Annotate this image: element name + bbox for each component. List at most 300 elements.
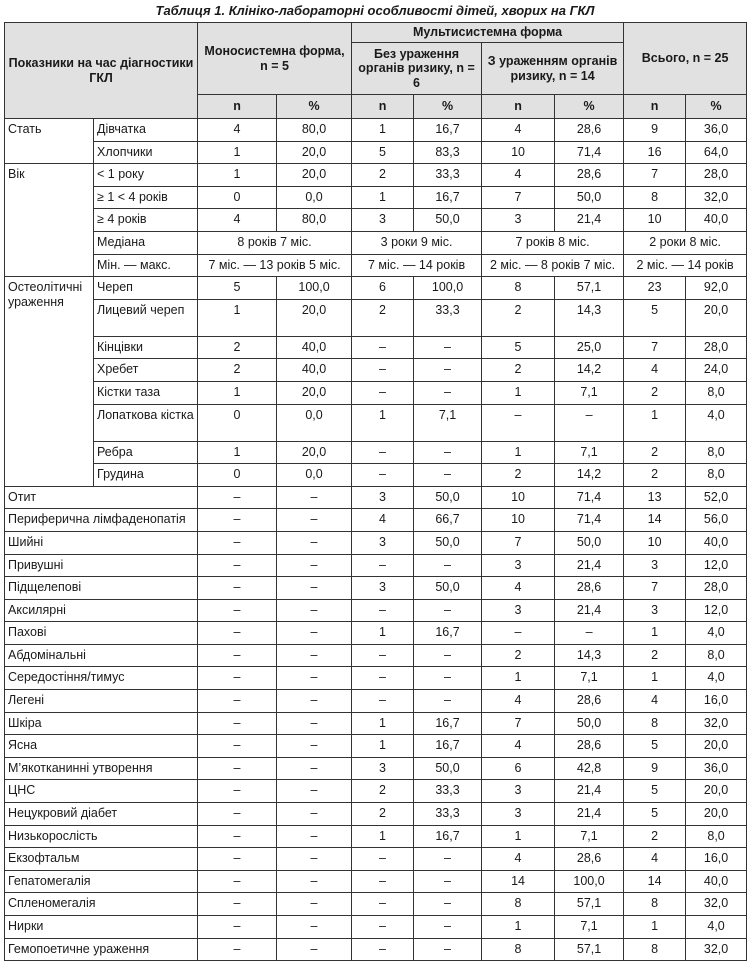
value-cell: – <box>352 690 414 713</box>
value-cell: 64,0 <box>686 141 747 164</box>
value-cell: 7 <box>624 164 686 187</box>
value-cell: 56,0 <box>686 509 747 532</box>
table-row <box>5 712 747 735</box>
value-cell: 20,0 <box>277 164 352 187</box>
row-label: Гепатомегалія <box>5 870 198 893</box>
row-label: Хлопчики <box>94 141 198 164</box>
value-cell: 8 <box>624 893 686 916</box>
row-label: Шкіра <box>5 712 198 735</box>
value-cell: 1 <box>352 825 414 848</box>
row-label: Дівчатка <box>94 119 198 142</box>
value-cell: 3 <box>352 531 414 554</box>
value-cell: 5 <box>198 277 277 300</box>
table-row <box>5 186 747 209</box>
value-cell: – <box>414 599 482 622</box>
value-cell: 0,0 <box>277 464 352 487</box>
value-cell: 3 <box>624 599 686 622</box>
value-cell: 71,4 <box>555 141 624 164</box>
value-cell: 5 <box>482 336 555 359</box>
table-row <box>5 119 747 142</box>
value-cell: 1 <box>352 119 414 142</box>
value-cell: 1 <box>352 622 414 645</box>
value-cell: – <box>277 916 352 939</box>
value-cell: 50,0 <box>414 757 482 780</box>
table-row <box>5 141 747 164</box>
value-cell: 42,8 <box>555 757 624 780</box>
row-label: Пахові <box>5 622 198 645</box>
value-cell: 4 <box>482 577 555 600</box>
value-cell: 71,4 <box>555 486 624 509</box>
value-cell: – <box>352 441 414 464</box>
value-cell: – <box>277 554 352 577</box>
table-row <box>5 164 747 187</box>
value-cell: 1 <box>624 916 686 939</box>
value-cell: 7,1 <box>555 825 624 848</box>
value-cell: 7,1 <box>414 404 482 441</box>
value-cell: 1 <box>352 186 414 209</box>
value-cell: – <box>277 735 352 758</box>
value-cell: 16,7 <box>414 735 482 758</box>
value-cell: – <box>352 381 414 404</box>
value-cell: – <box>352 667 414 690</box>
table-row <box>5 441 747 464</box>
table-row <box>5 464 747 487</box>
value-cell: 50,0 <box>414 486 482 509</box>
value-cell: 8 <box>624 712 686 735</box>
value-cell: – <box>414 336 482 359</box>
value-cell: 14,2 <box>555 359 624 382</box>
value-cell: – <box>414 667 482 690</box>
header-mono: Моносистемна форма, n = 5 <box>198 23 352 95</box>
header-pct: % <box>555 95 624 119</box>
table-row <box>5 254 747 277</box>
row-label: Кінцівки <box>94 336 198 359</box>
value-cell: 16 <box>624 141 686 164</box>
value-cell: 1 <box>198 381 277 404</box>
value-cell: 14,3 <box>555 644 624 667</box>
value-cell: – <box>352 893 414 916</box>
value-cell: – <box>352 848 414 871</box>
header-n: n <box>198 95 277 119</box>
value-cell: – <box>277 757 352 780</box>
value-cell: 2 <box>624 825 686 848</box>
value-cell: 40,0 <box>686 209 747 232</box>
value-cell: 33,3 <box>414 164 482 187</box>
value-cell: 100,0 <box>414 277 482 300</box>
value-cell: 4 <box>624 359 686 382</box>
value-cell: 20,0 <box>686 299 747 336</box>
value-cell: 21,4 <box>555 209 624 232</box>
value-cell: 71,4 <box>555 509 624 532</box>
table-row <box>5 299 747 336</box>
row-label: Нирки <box>5 916 198 939</box>
row-label: Мін. — макс. <box>94 254 198 277</box>
value-cell: 9 <box>624 757 686 780</box>
table-row <box>5 577 747 600</box>
value-cell: 0,0 <box>277 404 352 441</box>
value-cell: – <box>352 870 414 893</box>
value-cell: 2 <box>482 359 555 382</box>
value-cell: 3 <box>624 554 686 577</box>
value-cell: – <box>414 359 482 382</box>
value-cell: 57,1 <box>555 938 624 961</box>
table-row <box>5 780 747 803</box>
row-label: Лопаткова кістка <box>94 404 198 441</box>
value-cell: 8 <box>624 938 686 961</box>
value-cell: 4,0 <box>686 622 747 645</box>
value-cell: – <box>414 938 482 961</box>
value-cell: 57,1 <box>555 277 624 300</box>
value-cell: 14,3 <box>555 299 624 336</box>
value-cell: 8 <box>624 186 686 209</box>
value-cell: – <box>198 825 277 848</box>
row-label: Абдомінальні <box>5 644 198 667</box>
header-pct: % <box>686 95 747 119</box>
value-cell: 3 <box>482 803 555 826</box>
table-row <box>5 486 747 509</box>
value-cell: 7 міс. — 13 років 5 міс. <box>198 254 352 277</box>
row-label: Хребет <box>94 359 198 382</box>
value-cell: 20,0 <box>277 381 352 404</box>
value-cell: – <box>414 690 482 713</box>
value-cell: 21,4 <box>555 803 624 826</box>
value-cell: 2 міс. — 14 років <box>624 254 747 277</box>
table-row <box>5 509 747 532</box>
value-cell: 40,0 <box>686 531 747 554</box>
value-cell: 4 <box>624 848 686 871</box>
value-cell: 28,0 <box>686 577 747 600</box>
value-cell: 20,0 <box>686 735 747 758</box>
value-cell: 32,0 <box>686 712 747 735</box>
value-cell: 4 <box>198 119 277 142</box>
header-n: n <box>482 95 555 119</box>
value-cell: 50,0 <box>555 712 624 735</box>
value-cell: – <box>482 622 555 645</box>
value-cell: 1 <box>624 667 686 690</box>
table-row <box>5 336 747 359</box>
value-cell: 16,7 <box>414 186 482 209</box>
value-cell: 4,0 <box>686 667 747 690</box>
value-cell: 28,6 <box>555 119 624 142</box>
value-cell: 28,0 <box>686 336 747 359</box>
value-cell: 14 <box>624 870 686 893</box>
value-cell: 1 <box>482 916 555 939</box>
row-label: Привушні <box>5 554 198 577</box>
row-label: Нецукровий діабет <box>5 803 198 826</box>
row-label: Спленомегалія <box>5 893 198 916</box>
value-cell: – <box>277 712 352 735</box>
value-cell: 8,0 <box>686 825 747 848</box>
value-cell: 2 <box>624 381 686 404</box>
value-cell: 20,0 <box>686 780 747 803</box>
value-cell: – <box>277 690 352 713</box>
value-cell: 3 <box>482 554 555 577</box>
row-label: М’якотканинні утворення <box>5 757 198 780</box>
value-cell: 50,0 <box>414 531 482 554</box>
value-cell: – <box>414 554 482 577</box>
value-cell: 4 <box>482 690 555 713</box>
value-cell: 7,1 <box>555 381 624 404</box>
value-cell: 8,0 <box>686 441 747 464</box>
value-cell: 3 <box>352 486 414 509</box>
header-n: n <box>352 95 414 119</box>
value-cell: – <box>482 404 555 441</box>
value-cell: – <box>277 938 352 961</box>
row-label: Медіана <box>94 231 198 254</box>
value-cell: 28,0 <box>686 164 747 187</box>
value-cell: – <box>352 554 414 577</box>
value-cell: 7 років 8 міс. <box>482 231 624 254</box>
row-label: Ребра <box>94 441 198 464</box>
value-cell: 14,2 <box>555 464 624 487</box>
value-cell: – <box>352 599 414 622</box>
value-cell: – <box>198 599 277 622</box>
value-cell: 3 <box>352 577 414 600</box>
table-row <box>5 893 747 916</box>
value-cell: 20,0 <box>277 299 352 336</box>
value-cell: – <box>277 622 352 645</box>
header-multi: Мультисистемна форма <box>352 23 624 43</box>
value-cell: – <box>277 870 352 893</box>
value-cell: – <box>277 644 352 667</box>
value-cell: 5 <box>624 299 686 336</box>
value-cell: 21,4 <box>555 554 624 577</box>
value-cell: 14 <box>624 509 686 532</box>
section-label: Стать <box>5 119 94 164</box>
table-row <box>5 938 747 961</box>
value-cell: 20,0 <box>277 141 352 164</box>
value-cell: – <box>352 336 414 359</box>
value-cell: 40,0 <box>686 870 747 893</box>
value-cell: 8 років 7 міс. <box>198 231 352 254</box>
value-cell: 9 <box>624 119 686 142</box>
row-label: Низькорослість <box>5 825 198 848</box>
value-cell: 2 <box>352 803 414 826</box>
value-cell: – <box>198 757 277 780</box>
value-cell: 1 <box>198 141 277 164</box>
value-cell: – <box>198 870 277 893</box>
value-cell: 50,0 <box>555 186 624 209</box>
value-cell: 2 <box>198 336 277 359</box>
value-cell: 6 <box>482 757 555 780</box>
value-cell: 5 <box>624 780 686 803</box>
value-cell: 24,0 <box>686 359 747 382</box>
value-cell: 3 <box>352 209 414 232</box>
table-row <box>5 825 747 848</box>
value-cell: 80,0 <box>277 119 352 142</box>
value-cell: 8 <box>482 893 555 916</box>
value-cell: 32,0 <box>686 893 747 916</box>
table-row <box>5 848 747 871</box>
value-cell: 1 <box>482 381 555 404</box>
value-cell: 4 <box>482 848 555 871</box>
value-cell: 1 <box>352 735 414 758</box>
value-cell: 2 <box>352 299 414 336</box>
value-cell: 28,6 <box>555 164 624 187</box>
value-cell: – <box>198 577 277 600</box>
table-row <box>5 599 747 622</box>
value-cell: – <box>555 404 624 441</box>
value-cell: – <box>198 690 277 713</box>
value-cell: 20,0 <box>277 441 352 464</box>
value-cell: 50,0 <box>414 577 482 600</box>
value-cell: 2 <box>624 441 686 464</box>
value-cell: 4,0 <box>686 916 747 939</box>
row-label: < 1 року <box>94 164 198 187</box>
value-cell: 57,1 <box>555 893 624 916</box>
value-cell: 36,0 <box>686 757 747 780</box>
value-cell: – <box>277 599 352 622</box>
table-row <box>5 667 747 690</box>
value-cell: 28,6 <box>555 735 624 758</box>
value-cell: 16,7 <box>414 825 482 848</box>
table-row <box>5 690 747 713</box>
header-pct: % <box>277 95 352 119</box>
value-cell: – <box>414 464 482 487</box>
value-cell: 2 роки 8 міс. <box>624 231 747 254</box>
value-cell: 21,4 <box>555 599 624 622</box>
value-cell: – <box>198 486 277 509</box>
value-cell: 92,0 <box>686 277 747 300</box>
value-cell: 1 <box>198 299 277 336</box>
value-cell: 7 <box>482 712 555 735</box>
value-cell: 21,4 <box>555 780 624 803</box>
value-cell: 10 <box>482 486 555 509</box>
value-cell: 1 <box>198 164 277 187</box>
row-label: Аксилярні <box>5 599 198 622</box>
value-cell: – <box>198 622 277 645</box>
value-cell: – <box>198 893 277 916</box>
value-cell: 33,3 <box>414 299 482 336</box>
value-cell: – <box>198 554 277 577</box>
header-total: Всього, n = 25 <box>624 23 747 95</box>
table-row <box>5 231 747 254</box>
value-cell: – <box>198 938 277 961</box>
value-cell: 2 <box>482 464 555 487</box>
value-cell: – <box>352 359 414 382</box>
value-cell: 4 <box>482 735 555 758</box>
value-cell: 8,0 <box>686 644 747 667</box>
value-cell: 4 <box>198 209 277 232</box>
value-cell: 13 <box>624 486 686 509</box>
value-cell: 10 <box>624 531 686 554</box>
row-label: Лицевий череп <box>94 299 198 336</box>
value-cell: 52,0 <box>686 486 747 509</box>
value-cell: 16,0 <box>686 690 747 713</box>
value-cell: 1 <box>482 667 555 690</box>
row-label: ≥ 4 років <box>94 209 198 232</box>
value-cell: 7 <box>482 186 555 209</box>
value-cell: – <box>352 938 414 961</box>
value-cell: – <box>198 667 277 690</box>
value-cell: 66,7 <box>414 509 482 532</box>
value-cell: – <box>277 667 352 690</box>
value-cell: 16,7 <box>414 119 482 142</box>
table-caption: Таблиця 1. Клініко-лабораторні особливості дітей, хворих на ГКЛ <box>155 3 595 18</box>
row-label: Кістки таза <box>94 381 198 404</box>
value-cell: 1 <box>352 712 414 735</box>
value-cell: 28,6 <box>555 848 624 871</box>
value-cell: – <box>414 848 482 871</box>
value-cell: 20,0 <box>686 803 747 826</box>
header-n: n <box>624 95 686 119</box>
value-cell: – <box>352 916 414 939</box>
row-label: Отит <box>5 486 198 509</box>
table-row <box>5 757 747 780</box>
value-cell: – <box>198 735 277 758</box>
value-cell: 10 <box>482 141 555 164</box>
value-cell: 14 <box>482 870 555 893</box>
row-label: Середостіння/тимус <box>5 667 198 690</box>
table-row <box>5 644 747 667</box>
value-cell: – <box>352 464 414 487</box>
value-cell: 4,0 <box>686 404 747 441</box>
value-cell: 5 <box>624 735 686 758</box>
value-cell: 5 <box>624 803 686 826</box>
value-cell: 7,1 <box>555 916 624 939</box>
value-cell: 32,0 <box>686 186 747 209</box>
value-cell: 4 <box>482 119 555 142</box>
value-cell: – <box>198 509 277 532</box>
value-cell: 33,3 <box>414 803 482 826</box>
value-cell: – <box>198 803 277 826</box>
header-pct: % <box>414 95 482 119</box>
value-cell: – <box>414 916 482 939</box>
row-label: ЦНС <box>5 780 198 803</box>
value-cell: 16,7 <box>414 622 482 645</box>
header-indicator: Показники на час діагностики ГКЛ <box>5 23 198 119</box>
value-cell: 3 роки 9 міс. <box>352 231 482 254</box>
value-cell: 7 <box>624 336 686 359</box>
value-cell: – <box>198 644 277 667</box>
section-label: Остеолітичні ураження <box>5 277 94 487</box>
table-row <box>5 404 747 441</box>
row-label: Підщелепові <box>5 577 198 600</box>
value-cell: 33,3 <box>414 780 482 803</box>
row-label: ≥ 1 < 4 років <box>94 186 198 209</box>
value-cell: 23 <box>624 277 686 300</box>
table-row <box>5 209 747 232</box>
table-row <box>5 870 747 893</box>
value-cell: 8,0 <box>686 464 747 487</box>
value-cell: 40,0 <box>277 336 352 359</box>
row-label: Екзофтальм <box>5 848 198 871</box>
value-cell: – <box>277 825 352 848</box>
value-cell: 7,1 <box>555 667 624 690</box>
value-cell: 12,0 <box>686 599 747 622</box>
value-cell: 2 міс. — 8 років 7 міс. <box>482 254 624 277</box>
row-label: Шийні <box>5 531 198 554</box>
value-cell: – <box>277 803 352 826</box>
value-cell: 2 <box>482 644 555 667</box>
row-label: Легені <box>5 690 198 713</box>
value-cell: – <box>198 848 277 871</box>
clinical-table <box>4 22 747 961</box>
value-cell: – <box>198 916 277 939</box>
value-cell: – <box>277 531 352 554</box>
value-cell: 100,0 <box>555 870 624 893</box>
value-cell: 10 <box>482 509 555 532</box>
value-cell: 1 <box>624 404 686 441</box>
header-multi-no-risk: Без ураження органів ризику, n = 6 <box>352 43 482 95</box>
row-label: Ясна <box>5 735 198 758</box>
table-body <box>5 119 747 961</box>
table-row <box>5 277 747 300</box>
value-cell: 83,3 <box>414 141 482 164</box>
value-cell: 0 <box>198 186 277 209</box>
value-cell: 3 <box>482 780 555 803</box>
value-cell: 4 <box>624 690 686 713</box>
